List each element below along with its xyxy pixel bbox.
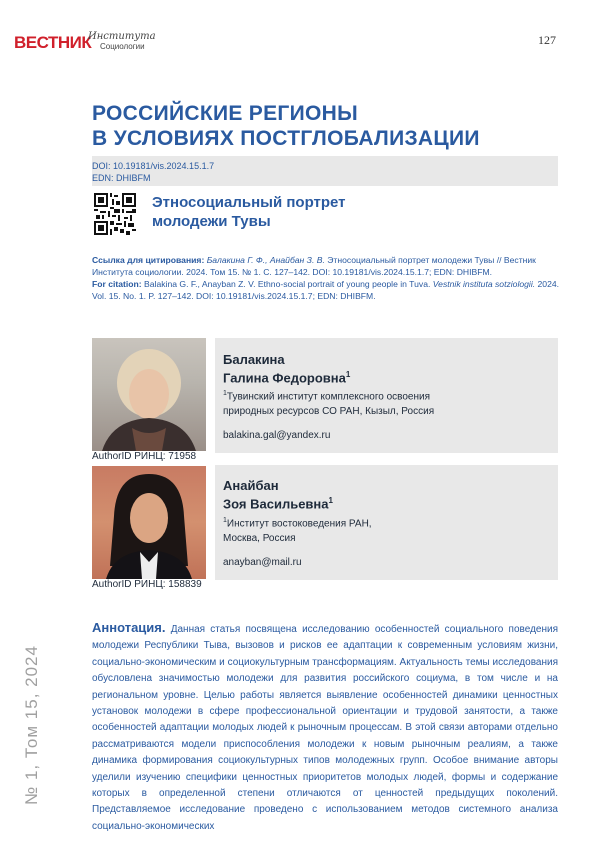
identifiers-band bbox=[92, 156, 558, 186]
qr-code-icon bbox=[94, 193, 136, 235]
author-name bbox=[223, 478, 333, 511]
author-email[interactable]: anayban@mail.ru bbox=[223, 557, 302, 568]
citation-en-text2: 2024. Vol. 15. No. 1. P. 127–142. DOI: 10.19181/vis.2024.15.1.7; EDN: DHIBFM. bbox=[92, 279, 560, 301]
author-name bbox=[223, 352, 350, 385]
doi-link[interactable]: DOI: 10.19181/vis.2024.15.1.7 bbox=[92, 161, 215, 171]
logo-institute: Института bbox=[88, 31, 156, 42]
citation-ru-authors: Балакина Г. Ф., Анайбан З. В. bbox=[206, 255, 325, 265]
logo-vestnik: ВЕСТНИК bbox=[14, 33, 92, 52]
author-given-name: Зоя Васильевна$^1$ bbox=[223, 496, 333, 512]
issue-vertical-label: № 1, Том 15, 2024 bbox=[22, 645, 41, 805]
abstract-label: Аннотация. bbox=[92, 620, 166, 635]
citation-ru-label: Ссылка для цитирования: bbox=[92, 255, 205, 265]
author-given-name: Галина Федоровна$^1$ bbox=[223, 370, 351, 386]
article-title-line1: Этносоциальный портрет bbox=[152, 194, 346, 211]
article-title-line2: молодежи Тувы bbox=[152, 213, 271, 230]
citation-en-text1: Balakina G. F., Anayban Z. V. Ethno-social portrait of young people in Tuva. bbox=[144, 279, 431, 289]
author-email[interactable]: balakina.gal@yandex.ru bbox=[223, 430, 331, 441]
author-id: AuthorID РИНЦ: 71958 bbox=[92, 451, 197, 462]
article-title bbox=[152, 193, 412, 231]
logo-sociology: Социологии bbox=[100, 42, 145, 51]
author-photo bbox=[92, 466, 206, 579]
section-title-line2: В УСЛОВИЯХ ПОСТГЛОБАЛИЗАЦИИ bbox=[92, 127, 480, 150]
author-affiliation: $^1$Тувинский институт комплексного освоения природных ресурсов СО РАН, Кызыл, Россия bbox=[223, 390, 435, 418]
author-surname: Анайбан bbox=[223, 478, 279, 493]
edn-link[interactable]: EDN: DHIBFM bbox=[92, 173, 151, 183]
citation-en-label: For citation: bbox=[92, 279, 142, 289]
citation-block bbox=[92, 254, 562, 302]
abstract bbox=[92, 620, 558, 835]
author-affiliation: $^1$Институт востоковедения РАН, Москва, Россия bbox=[223, 517, 372, 545]
abstract-text: Данная статья посвящена исследованию особенностей социального поведения молодежи Республики Тыва, вызовов и рисков ее адаптации к современным условиям жизни, социально-экономическим и социокультурным трансформациям. Актуальность темы исследования обусловлена значимостью молодежи для развития российского социума, в том числе и на региональном уровне. Целью работы является выявление особенностей динамики ценностных установок молодежи в сфере профессиональной ориентации и трудовой занятости, а также особенностей адаптации молодых людей к рыночным процессам. В этой связи авторами отдельно рассматриваются модели приспособления молодежи к новым рыночным реалиям, а также динамика формирования социокультурных типов молодежных групп. Особое внимание авторы уделили изучению специфики ценностных приоритетов молодых людей, формы и содержание которых в определенной степени отличаются от ценностей предыдущих поколений. Представляемое исследование проведено с использованием методов системного анализа социально-экономических bbox=[92, 624, 558, 832]
page-number: 127 bbox=[538, 33, 556, 47]
citation-ru-text: Этносоциальный портрет молодежи Тувы // Вестник Института социологии. 2024. Том 15. № 1. С. 127–142. DOI: 10.19181/vis.2024.15.1.7; EDN: DHIBFM. bbox=[92, 255, 536, 277]
author-photo bbox=[92, 338, 206, 451]
portrait-icon bbox=[92, 338, 206, 451]
author-id: AuthorID РИНЦ: 158839 bbox=[92, 579, 202, 590]
section-title bbox=[92, 101, 512, 151]
citation-en-journal: Vestnik instituta sotziologii. bbox=[432, 279, 536, 289]
portrait-icon bbox=[92, 466, 206, 579]
author-surname: Балакина bbox=[223, 352, 285, 367]
section-title-line1: РОССИЙСКИЕ РЕГИОНЫ bbox=[92, 102, 358, 125]
journal-logo bbox=[14, 30, 156, 56]
